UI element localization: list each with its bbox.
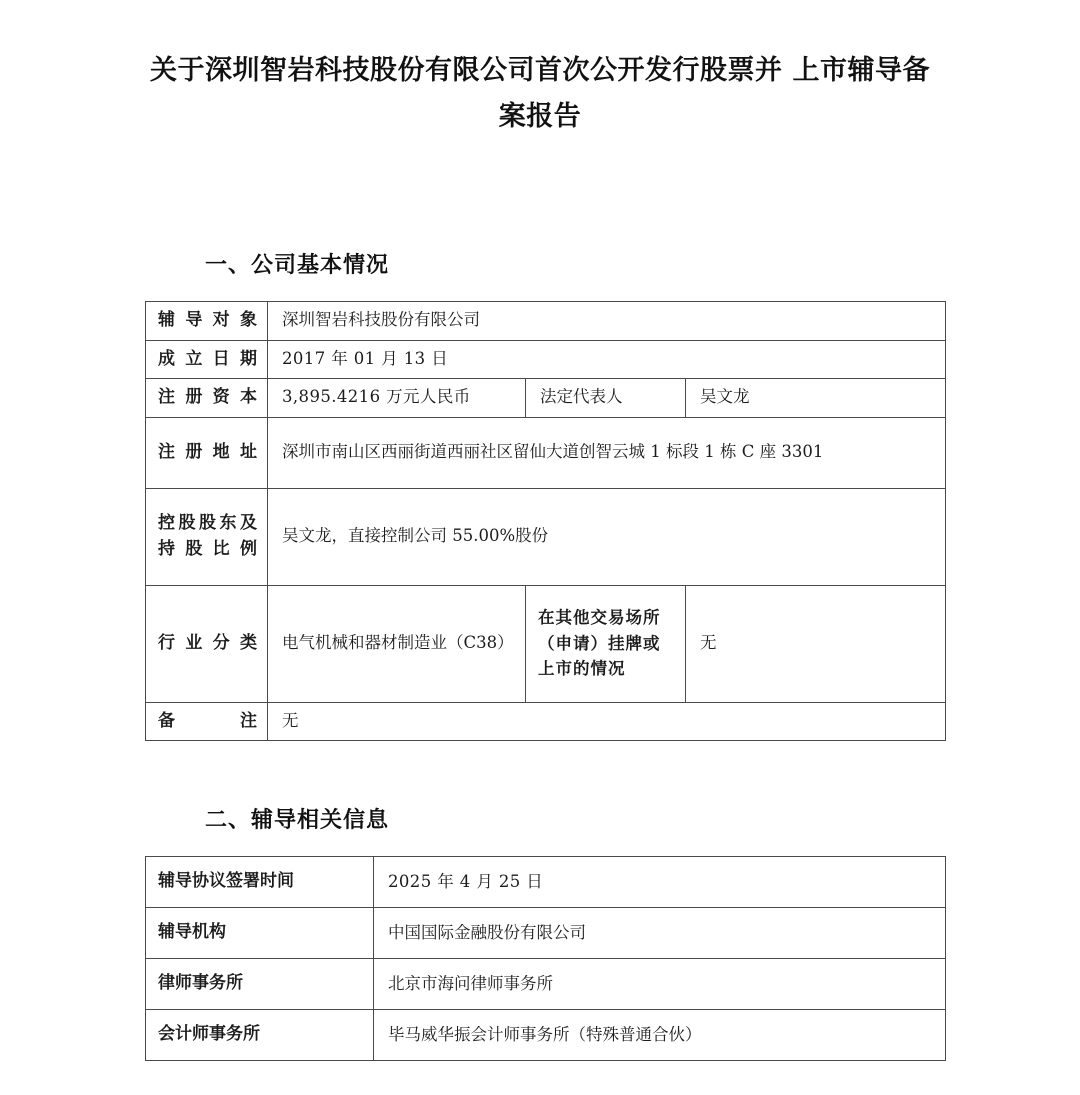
table-row bbox=[146, 1010, 946, 1061]
guidance-target-value: 深圳智岩科技股份有限公司 bbox=[268, 302, 946, 341]
accounting-firm-label: 会计师事务所 bbox=[146, 1010, 374, 1061]
guidance-agreement-date-value: 2025 年 4 月 25 日 bbox=[374, 857, 946, 908]
company-basics-table bbox=[145, 301, 946, 741]
registered-capital-label: 注册资本 bbox=[146, 379, 268, 418]
table-row bbox=[146, 379, 946, 418]
accounting-firm-value: 毕马威华振会计师事务所（特殊普通合伙） bbox=[374, 1010, 946, 1061]
controlling-shareholder-label: 控股股东及持股比例 bbox=[146, 488, 268, 585]
controlling-shareholder-value: 吴文龙，直接控制公司 55.00%股份 bbox=[268, 488, 946, 585]
table-row bbox=[146, 488, 946, 585]
table-row bbox=[146, 857, 946, 908]
section-heading-company-basics: 一、公司基本情况 bbox=[205, 253, 390, 278]
table-row bbox=[146, 417, 946, 488]
legal-representative-value: 吴文龙 bbox=[686, 379, 946, 418]
other-listing-value: 无 bbox=[686, 585, 946, 702]
table-row bbox=[146, 302, 946, 341]
table-row bbox=[146, 702, 946, 741]
guidance-institution-value: 中国国际金融股份有限公司 bbox=[374, 908, 946, 959]
table-row bbox=[146, 959, 946, 1010]
registered-address-label: 注册地址 bbox=[146, 417, 268, 488]
other-listing-label: 在其他交易场所（申请）挂牌或上市的情况 bbox=[526, 585, 686, 702]
law-firm-label: 律师事务所 bbox=[146, 959, 374, 1010]
registered-capital-value: 3,895.4216 万元人民币 bbox=[268, 379, 526, 418]
section-heading-guidance-info: 二、辅导相关信息 bbox=[205, 808, 390, 833]
remark-value: 无 bbox=[268, 702, 946, 741]
table-row bbox=[146, 340, 946, 379]
legal-representative-label: 法定代表人 bbox=[526, 379, 686, 418]
industry-classification-value: 电气机械和器材制造业（C38） bbox=[268, 585, 526, 702]
law-firm-value: 北京市海问律师事务所 bbox=[374, 959, 946, 1010]
guidance-target-label: 辅导对象 bbox=[146, 302, 268, 341]
guidance-institution-label: 辅导机构 bbox=[146, 908, 374, 959]
guidance-info-table bbox=[145, 856, 946, 1061]
page-title-line-2: 上市辅导备案报告 bbox=[498, 55, 930, 132]
table-row bbox=[146, 908, 946, 959]
industry-classification-label: 行业分类 bbox=[146, 585, 268, 702]
guidance-agreement-date-label: 辅导协议签署时间 bbox=[146, 857, 374, 908]
establish-date-value: 2017 年 01 月 13 日 bbox=[268, 340, 946, 379]
remark-label: 备注 bbox=[146, 702, 268, 741]
registered-address-value: 深圳市南山区西丽街道西丽社区留仙大道创智云城 1 标段 1 栋 C 座 3301 bbox=[268, 417, 946, 488]
page-title bbox=[140, 48, 940, 140]
establish-date-label: 成立日期 bbox=[146, 340, 268, 379]
table-row bbox=[146, 585, 946, 702]
page-title-line-1: 关于深圳智岩科技股份有限公司首次公开发行股票并 bbox=[150, 55, 783, 86]
